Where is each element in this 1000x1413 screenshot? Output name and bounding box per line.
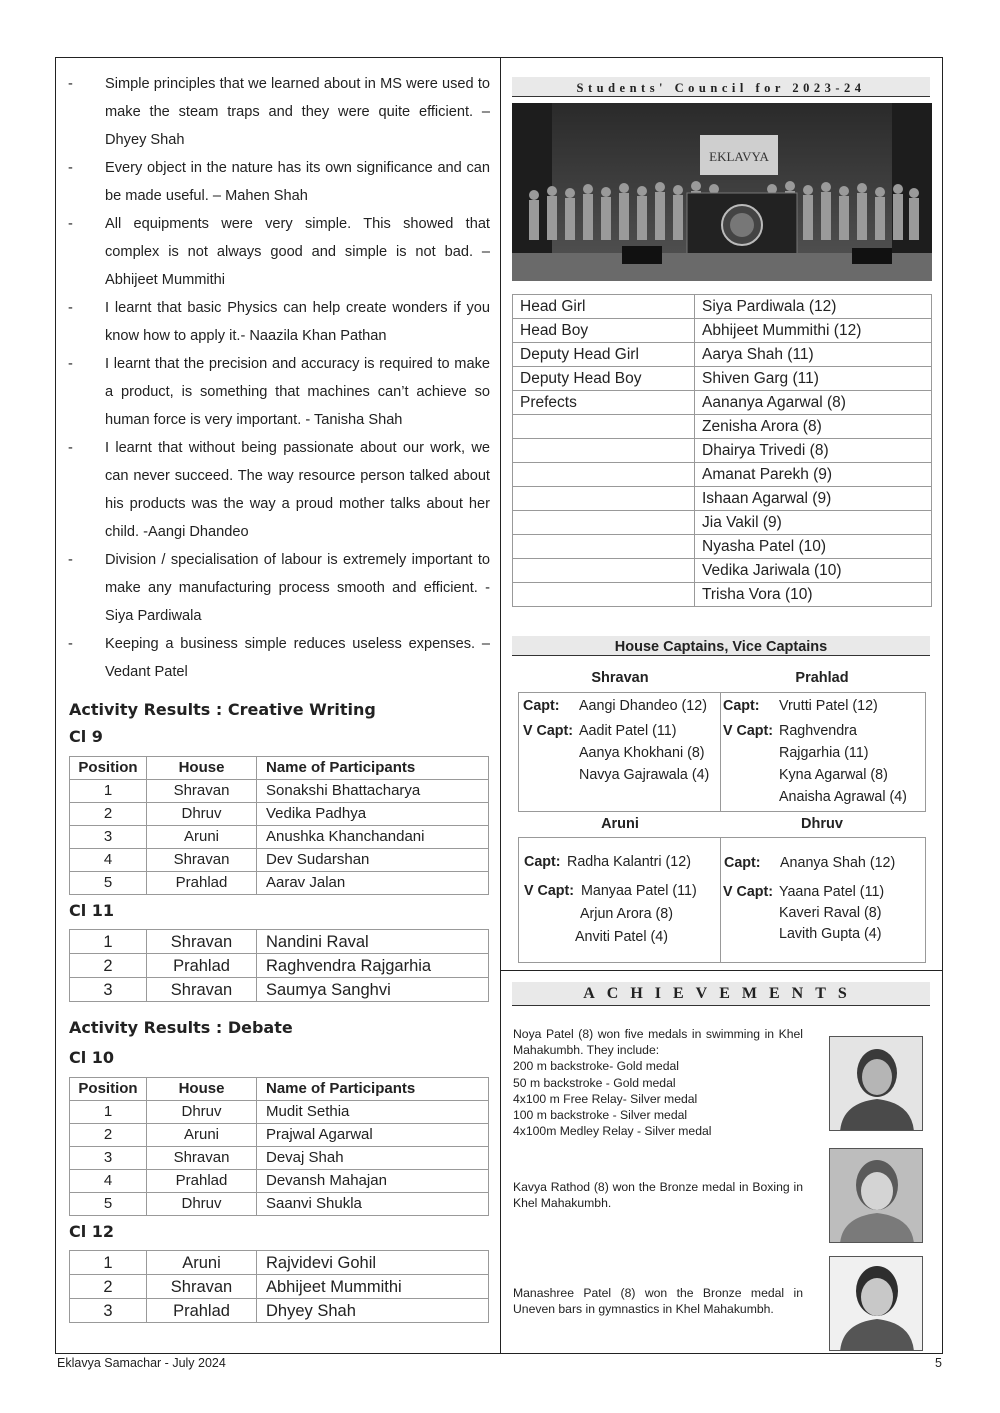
table-header-row [70,757,489,780]
table-row: 2 Shravan Abhijeet Mummithi [70,1275,489,1299]
section-divider [500,970,943,971]
table-row: Ishaan Agarwal (9) [513,487,932,511]
photo-banner-text: EKLAVYA [709,149,769,164]
table-row: 1 Aruni Rajvidevi Gohil [70,1251,489,1275]
house-captains-banner: House Captains, Vice Captains [512,636,930,656]
dhruv-capt: Capt: [724,855,761,871]
group-photo-illustration [512,103,932,281]
table-row: Dhairya Trivedi (8) [513,439,932,463]
table-row: Deputy Head Boy Shiven Garg (11) [513,367,932,391]
house-box-divider [720,837,721,963]
table-header-row [70,1078,489,1101]
achievement-kavya: Kavya Rathod (8) won the Bronze medal in Boxing in Khel Mahakumbh. [513,1180,803,1211]
table-row: 3 Aruni Anushka Khanchandani [70,826,489,849]
table-row: Vedika Jariwala (10) [513,559,932,583]
house-name-shravan: Shravan [591,670,649,686]
house-name-prahlad: Prahlad [795,670,849,686]
achievement-photo-noya [829,1036,923,1131]
council-table [512,294,932,607]
table-row: Amanat Parekh (9) [513,463,932,487]
debate-heading: Activity Results : Debate [69,1018,293,1037]
creative-writing-heading: Activity Results : Creative Writing [69,700,376,719]
achievements-banner: ACHIEVEMENTS [512,982,930,1006]
table-row: Jia Vakil (9) [513,511,932,535]
table-row: Nyasha Patel (10) [513,535,932,559]
table-row: 5 Dhruv Saanvi Shukla [70,1193,489,1216]
table-row: 1 Dhruv Mudit Sethia [70,1101,489,1124]
aruni-vcapt: V Capt: [524,883,575,899]
table-row: Zenisha Arora (8) [513,415,932,439]
shravan-vcapt: V Capt: [523,723,574,739]
cl11-results-table [69,929,489,1002]
table-row: 3 Shravan Devaj Shah [70,1147,489,1170]
table-row: 4 Prahlad Devansh Mahajan [70,1170,489,1193]
house-box-divider [720,692,721,812]
column-divider [500,57,501,1354]
table-row: Head Girl Siya Pardiwala (12) [513,295,932,319]
table-row: Prefects Aananya Agarwal (8) [513,391,932,415]
col-house: House [147,1078,257,1101]
quote-item: - Every object in the nature has its own significance and can be made useful. – Mahen Shah [68,160,490,204]
table-row: 3 Shravan Saumya Sanghvi [70,978,489,1002]
cl12-heading: Cl 12 [69,1222,115,1241]
quote-item: - I learnt that without being passionate about our work, we can never succeed. The way resource person talked about his products was the way a proud mother talks about her child. -Aangi Dhandeo [68,440,490,540]
quote-item: - I learnt that basic Physics can help create wonders if you know how to apply it.- Naazila Khan Pathan [68,300,490,344]
prahlad-capt: Capt: [723,698,760,714]
table-row: 2 Dhruv Vedika Padhya [70,803,489,826]
cl10-heading: Cl 10 [69,1048,115,1067]
quote-item: - Keeping a business simple reduces useless expenses. – Vedant Patel [68,636,490,680]
col-position: Position [70,757,147,780]
dhruv-vcapt: V Capt: [723,884,774,900]
achievement-noya: Noya Patel (8) won five medals in swimming in Khel Mahakumbh. They include: 200 m backstroke- Gold medal 50 m backstroke - Gold medal 4x100 m Free Relay- Silver medal 100 m backstroke - Silver medal 4x100m Medley Relay - Silver medal [513,1027,803,1139]
table-row: 2 Prahlad Raghvendra Rajgarhia [70,954,489,978]
table-row: 1 Shravan Sonakshi Bhattacharya [70,780,489,803]
prahlad-vcapt: V Capt: [723,723,774,739]
col-participants: Name of Participants [257,1078,489,1101]
table-row: 1 Shravan Nandini Raval [70,930,489,954]
achievement-photo-kavya [829,1148,923,1243]
table-row: 3 Prahlad Dhyey Shah [70,1299,489,1323]
table-row: 5 Prahlad Aarav Jalan [70,872,489,895]
cl9-heading: Cl 9 [69,727,103,746]
footer-publication: Eklavya Samachar - July 2024 [57,1356,226,1370]
table-row: Deputy Head Girl Aarya Shah (11) [513,343,932,367]
achievement-photo-manashree [829,1256,923,1351]
aruni-capt: Capt: [524,854,561,870]
quote-item: - All equipments were very simple. This showed that complex is not always good and simple is not bad. – Abhijeet Mummithi [68,216,490,288]
house-name-dhruv: Dhruv [801,816,843,832]
cl9-results-table [69,756,489,895]
col-position: Position [70,1078,147,1101]
quote-item: - Division / specialisation of labour is extremely important to make any manufacturing process smooth and efficient. - Siya Pardiwala [68,552,490,624]
table-row: 2 Aruni Prajwal Agarwal [70,1124,489,1147]
council-banner: Students' Council for 2023-24 [512,77,930,97]
cl11-heading: Cl 11 [69,901,115,920]
council-group-photo [512,103,932,281]
quote-item: - I learnt that the precision and accuracy is required to make a product, is something that machines can’t achieve so human force is very important. - Tanisha Shah [68,356,490,428]
quote-item: - Simple principles that we learned about in MS were used to make the steam traps and they were quite efficient. – Dhyey Shah [68,76,490,148]
table-row: Trisha Vora (10) [513,583,932,607]
table-row: Head Boy Abhijeet Mummithi (12) [513,319,932,343]
cl12-results-table [69,1250,489,1323]
table-row: 4 Shravan Dev Sudarshan [70,849,489,872]
quotes-list [68,70,490,686]
shravan-capt: Capt: [523,698,560,714]
col-participants: Name of Participants [257,757,489,780]
house-name-aruni: Aruni [601,816,639,832]
col-house: House [147,757,257,780]
cl10-results-table [69,1077,489,1216]
page-number: 5 [935,1356,942,1370]
achievement-manashree: Manashree Patel (8) won the Bronze medal in Uneven bars in gymnastics in Khel Mahakumbh. [513,1286,803,1317]
